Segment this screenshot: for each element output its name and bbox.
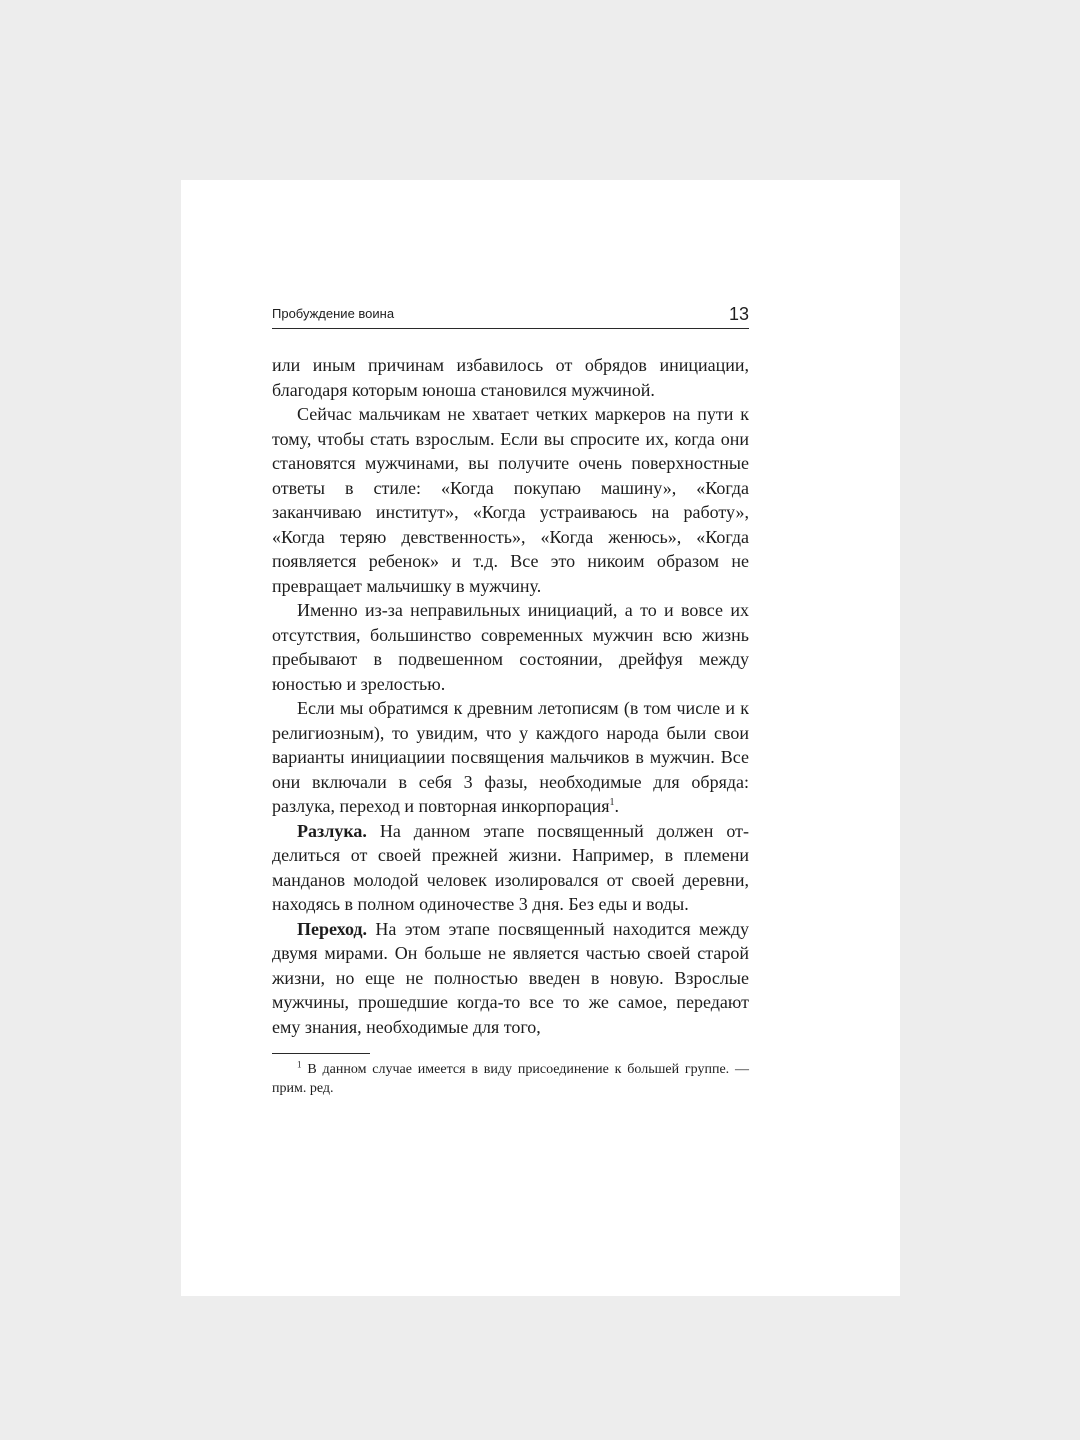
page-content [272, 298, 749, 1098]
paragraph [272, 917, 749, 1040]
footnote-divider [272, 1053, 370, 1054]
footnote [272, 1060, 749, 1098]
running-header [272, 298, 749, 329]
bold-lead-in: Разлука. [297, 820, 367, 841]
running-title: Пробуждение воина [272, 306, 395, 321]
paragraph: или иным причинам избавилось от обрядов инициации, благодаря которым юноша становился мужчиной. [272, 355, 749, 400]
bold-lead-in: Переход. [297, 918, 368, 939]
footnote-reference: 1 [609, 797, 615, 808]
body-text [272, 353, 749, 1039]
paragraph-text: На данном этапе посвященный должен отделиться от своей прежней жизни. Например, в племени манданов молодой человек изолировался от своей деревни, находясь в полном одиночестве 3 дня. Без еды и воды. [272, 820, 749, 914]
paragraph: Сейчас мальчикам не хватает четких маркеров на пути к тому, чтобы стать взрослым. Если вы спросите их, когда они становятся мужчинами, вы получите очень поверхностные ответы в стиле: «Когда покупаю машину», «Когда заканчиваю институт», «Когда устраиваюсь на работу», «Когда теряю девственность», «Когда женюсь», «Когда появляется ребенок» и т.д. Все это никоим образом не превращает мальчишку в мужчину. [272, 404, 749, 596]
footnote-marker: 1 [297, 1059, 302, 1070]
page-number: 13 [728, 304, 749, 324]
paragraph-text: Если мы обратимся к древним летописям (в том числе и к религиозным), то увидим, что у каждого народа были свои варианты инициациии посвящения мальчиков в мужчин. Все они включали в себя 3 фазы, необходимые для обряда: разлука, переход и повторная инкорпорация [272, 698, 749, 816]
footnote-text: В данном случае имеется в виду присоединение к большей группе. — прим. ред. [272, 1062, 749, 1096]
book-page [181, 180, 900, 1296]
paragraph [272, 696, 749, 819]
paragraph [272, 819, 749, 917]
paragraph-text: На этом этапе посвященный находится между двумя мирами. Он больше не является частью своей старой жизни, но еще не полностью введен в новую. Взрослые мужчины, прошедшие когда-то все то же самое, передают ему знания, необходимые для того, [272, 918, 749, 1037]
paragraph-end: . [614, 796, 619, 816]
paragraph: Именно из-за неправильных инициаций, а то и вовсе их отсутствия, большинство современных мужчин всю жизнь пребывают в подвешенном состоянии, дрейфуя между юностью и зрелостью. [272, 600, 749, 694]
